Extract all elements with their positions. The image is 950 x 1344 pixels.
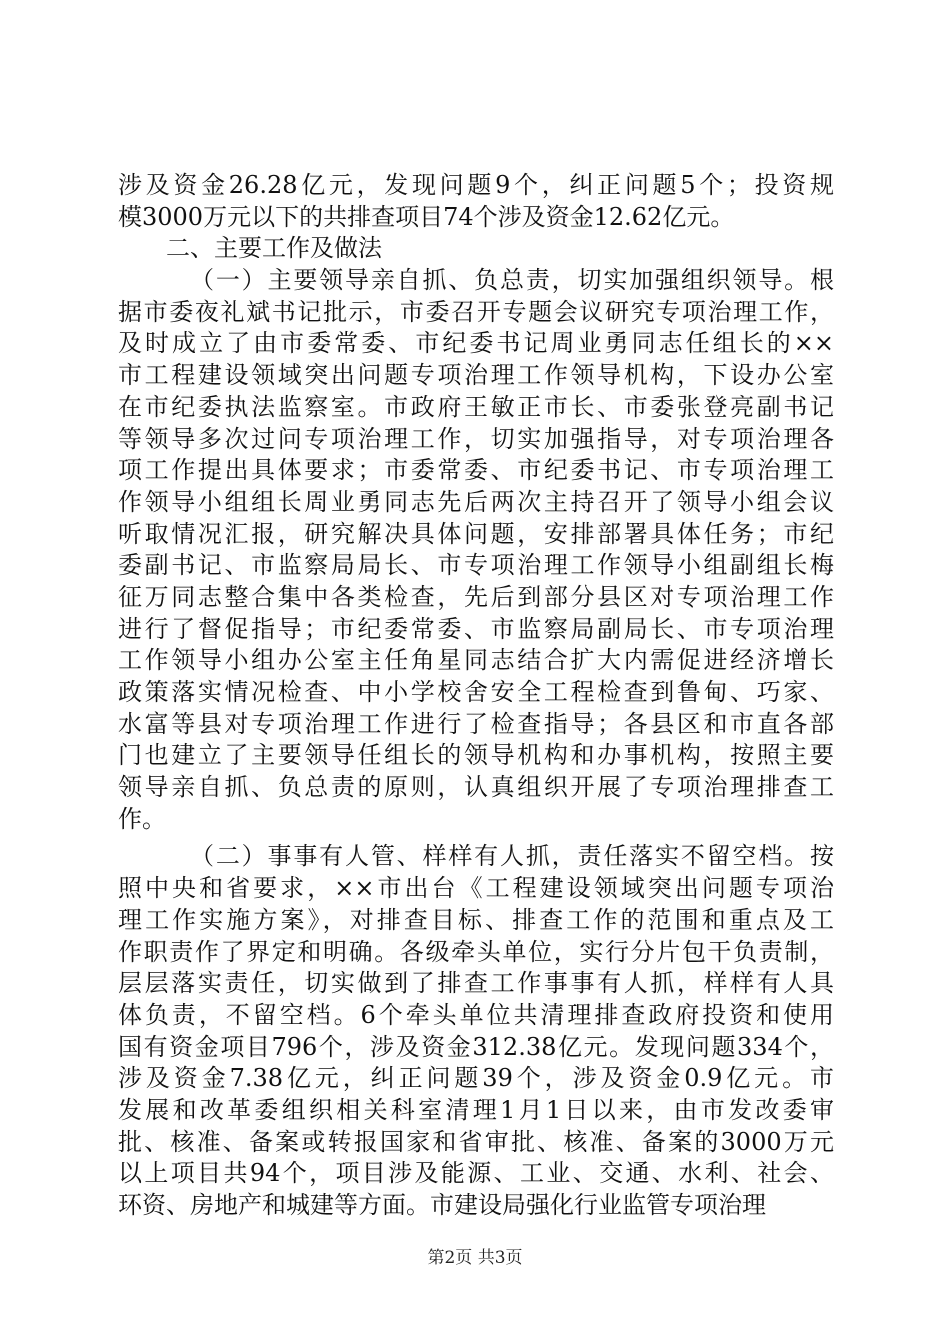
text-line: 批、核准、备案或转报国家和省审批、核准、备案的3000万元	[118, 1127, 834, 1156]
text-line: 发展和改革委组织相关科室清理1月1日以来，由市发改委审	[118, 1095, 834, 1124]
text-line: 市工程建设领域突出问题专项治理工作领导机构，下设办公室	[118, 361, 834, 390]
text-line: 工作领导小组办公室主任角星同志结合扩大内需促进经济增长	[118, 646, 834, 675]
text-line: 国有资金项目796个，涉及资金312.38亿元。发现问题334个，	[118, 1032, 834, 1061]
text-line: 照中央和省要求，××市出台《工程建设领域突出问题专项治	[118, 874, 834, 903]
text-line: 理工作实施方案》，对排查目标、排查工作的范围和重点及工	[118, 905, 834, 934]
text-line: 项工作提出具体要求；市委常委、市纪委书记、市专项治理工	[118, 456, 834, 485]
text-line: 以上项目共94个，项目涉及能源、工业、交通、水利、社会、	[118, 1159, 834, 1188]
text-line: 体负责，不留空档。6个牵头单位共清理排查政府投资和使用	[118, 1000, 834, 1029]
paragraph-2	[118, 841, 834, 1221]
text-line: 委副书记、市监察局局长、市专项治理工作领导小组副组长梅	[118, 551, 834, 580]
text-line: 听取情况汇报，研究解决具体问题，安排部署具体任务；市纪	[118, 519, 834, 548]
text-line: 在市纪委执法监察室。市政府王敏正市长、市委张登亮副书记	[118, 392, 834, 421]
text-line: 等领导多次过问专项治理工作，切实加强指导，对专项治理各	[118, 424, 834, 453]
section-heading: 二、主要工作及做法	[166, 234, 382, 263]
text-line: 环资、房地产和城建等方面。市建设局强化行业监管专项治理	[118, 1191, 766, 1219]
text-line: 作。	[118, 804, 166, 833]
text-line: 作领导小组组长周业勇同志先后两次主持召开了领导小组会议	[118, 487, 834, 516]
text-line: 征万同志整合集中各类检查，先后到部分县区对专项治理工作	[118, 582, 834, 611]
text-line: （一）主要领导亲自抓、负总责，切实加强组织领导。根	[190, 266, 834, 295]
text-line: 领导亲自抓、负总责的原则，认真组织开展了专项治理排查工	[118, 773, 834, 802]
text-line: 涉及资金26.28亿元，发现问题9个，纠正问题5个；投资规	[118, 171, 834, 199]
text-line: （二）事事有人管、样样有人抓，责任落实不留空档。按	[190, 842, 834, 871]
text-line: 作职责作了界定和明确。各级牵头单位，实行分片包干负责制，	[118, 937, 834, 966]
text-line: 涉及资金7.38亿元，纠正问题39个，涉及资金0.9亿元。市	[118, 1064, 834, 1093]
text-line: 进行了督促指导；市纪委常委、市监察局副局长、市专项治理	[118, 614, 834, 643]
text-line: 模3000万元以下的共排查项目74个涉及资金12.62亿元。	[118, 202, 735, 231]
page-footer: 第2页 共3页	[427, 1248, 523, 1268]
text-line: 门也建立了主要领导任组长的领导机构和办事机构，按照主要	[118, 741, 834, 770]
paragraph-1	[118, 265, 834, 835]
text-line: 水富等县对专项治理工作进行了检查指导；各县区和市直各部	[118, 709, 834, 738]
text-line: 层层落实责任，切实做到了排查工作事事有人抓，样样有人具	[118, 969, 834, 998]
text-line: 及时成立了由市委常委、市纪委书记周业勇同志任组长的××	[118, 329, 834, 358]
document-body	[118, 170, 834, 1222]
text-line: 政策落实情况检查、中小学校舍安全工程检查到鲁甸、巧家、	[118, 678, 834, 706]
text-line: 据市委夜礼斌书记批示，市委召开专题会议研究专项治理工作，	[118, 297, 834, 326]
intro-paragraph	[118, 170, 834, 233]
